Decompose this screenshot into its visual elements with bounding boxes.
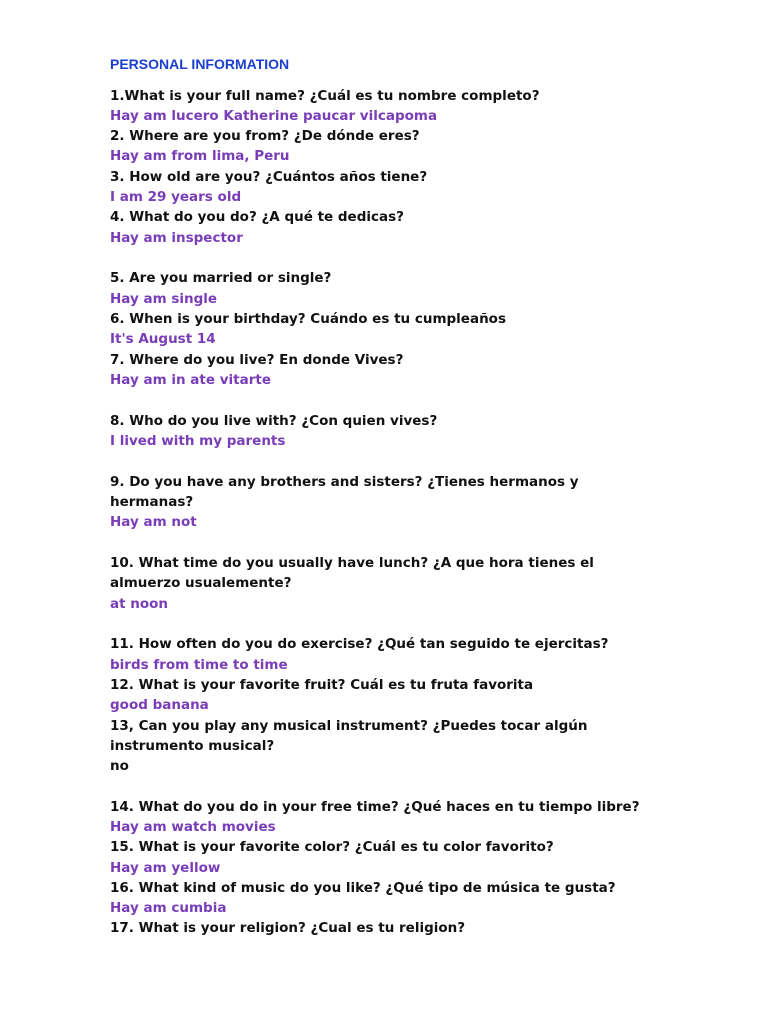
answer-line: no [110, 758, 129, 774]
question-line: 1.What is your full name? ¿Cuál es tu nombre completo? [110, 88, 540, 104]
answer-line: Hay am yellow [110, 860, 221, 876]
answer-line: Hay am single [110, 291, 218, 307]
question-line: 12. What is your favorite fruit? Cuál es tu fruta favorita [110, 677, 534, 693]
answer-line: Hay am from lima, Peru [110, 148, 290, 164]
answer-line: Hay am in ate vitarte [110, 372, 271, 388]
question-line: 4. What do you do? ¿A qué te dedicas? [110, 209, 404, 225]
question-line: 17. What is your religion? ¿Cual es tu religion? [110, 920, 466, 936]
answer-line: Hay am lucero Katherine paucar vilcapoma [110, 108, 438, 124]
question-line: 8. Who do you live with? ¿Con quien vives? [110, 413, 438, 429]
answer-line: Hay am watch movies [110, 819, 276, 835]
question-line: 9. Do you have any brothers and sisters? ¿Tienes hermanos y [110, 474, 579, 490]
question-line: hermanas? [110, 494, 194, 510]
question-line: 5. Are you married or single? [110, 270, 332, 286]
answer-line: at noon [110, 596, 169, 612]
answer-line: Hay am not [110, 514, 197, 530]
question-line: 11. How often do you do exercise? ¿Qué tan seguido te ejercitas? [110, 636, 609, 652]
answer-line: Hay am cumbia [110, 900, 227, 916]
question-line: 2. Where are you from? ¿De dónde eres? [110, 128, 420, 144]
question-line: 13, Can you play any musical instrument? ¿Puedes tocar algún [110, 718, 588, 734]
question-line: 6. When is your birthday? Cuándo es tu cumpleaños [110, 311, 506, 327]
question-line: 16. What kind of music do you like? ¿Qué tipo de música te gusta? [110, 880, 616, 896]
question-line: 7. Where do you live? En donde Vives? [110, 352, 404, 368]
question-line: 15. What is your favorite color? ¿Cuál es tu color favorito? [110, 839, 554, 855]
answer-line: birds from time to time [110, 657, 288, 673]
question-line: 14. What do you do in your free time? ¿Qué haces en tu tiempo libre? [110, 799, 640, 815]
answer-line: Hay am inspector [110, 230, 243, 246]
document-title: PERSONAL INFORMATION [110, 56, 290, 72]
question-line: 10. What time do you usually have lunch? ¿A que hora tienes el [110, 555, 594, 571]
answer-line: It's August 14 [110, 331, 216, 347]
question-line: almuerzo usualemente? [110, 575, 292, 591]
answer-line: I lived with my parents [110, 433, 286, 449]
answer-line: I am 29 years old [110, 189, 242, 205]
answer-line: good banana [110, 697, 209, 713]
question-line: instrumento musical? [110, 738, 275, 754]
question-line: 3. How old are you? ¿Cuántos años tiene? [110, 169, 428, 185]
